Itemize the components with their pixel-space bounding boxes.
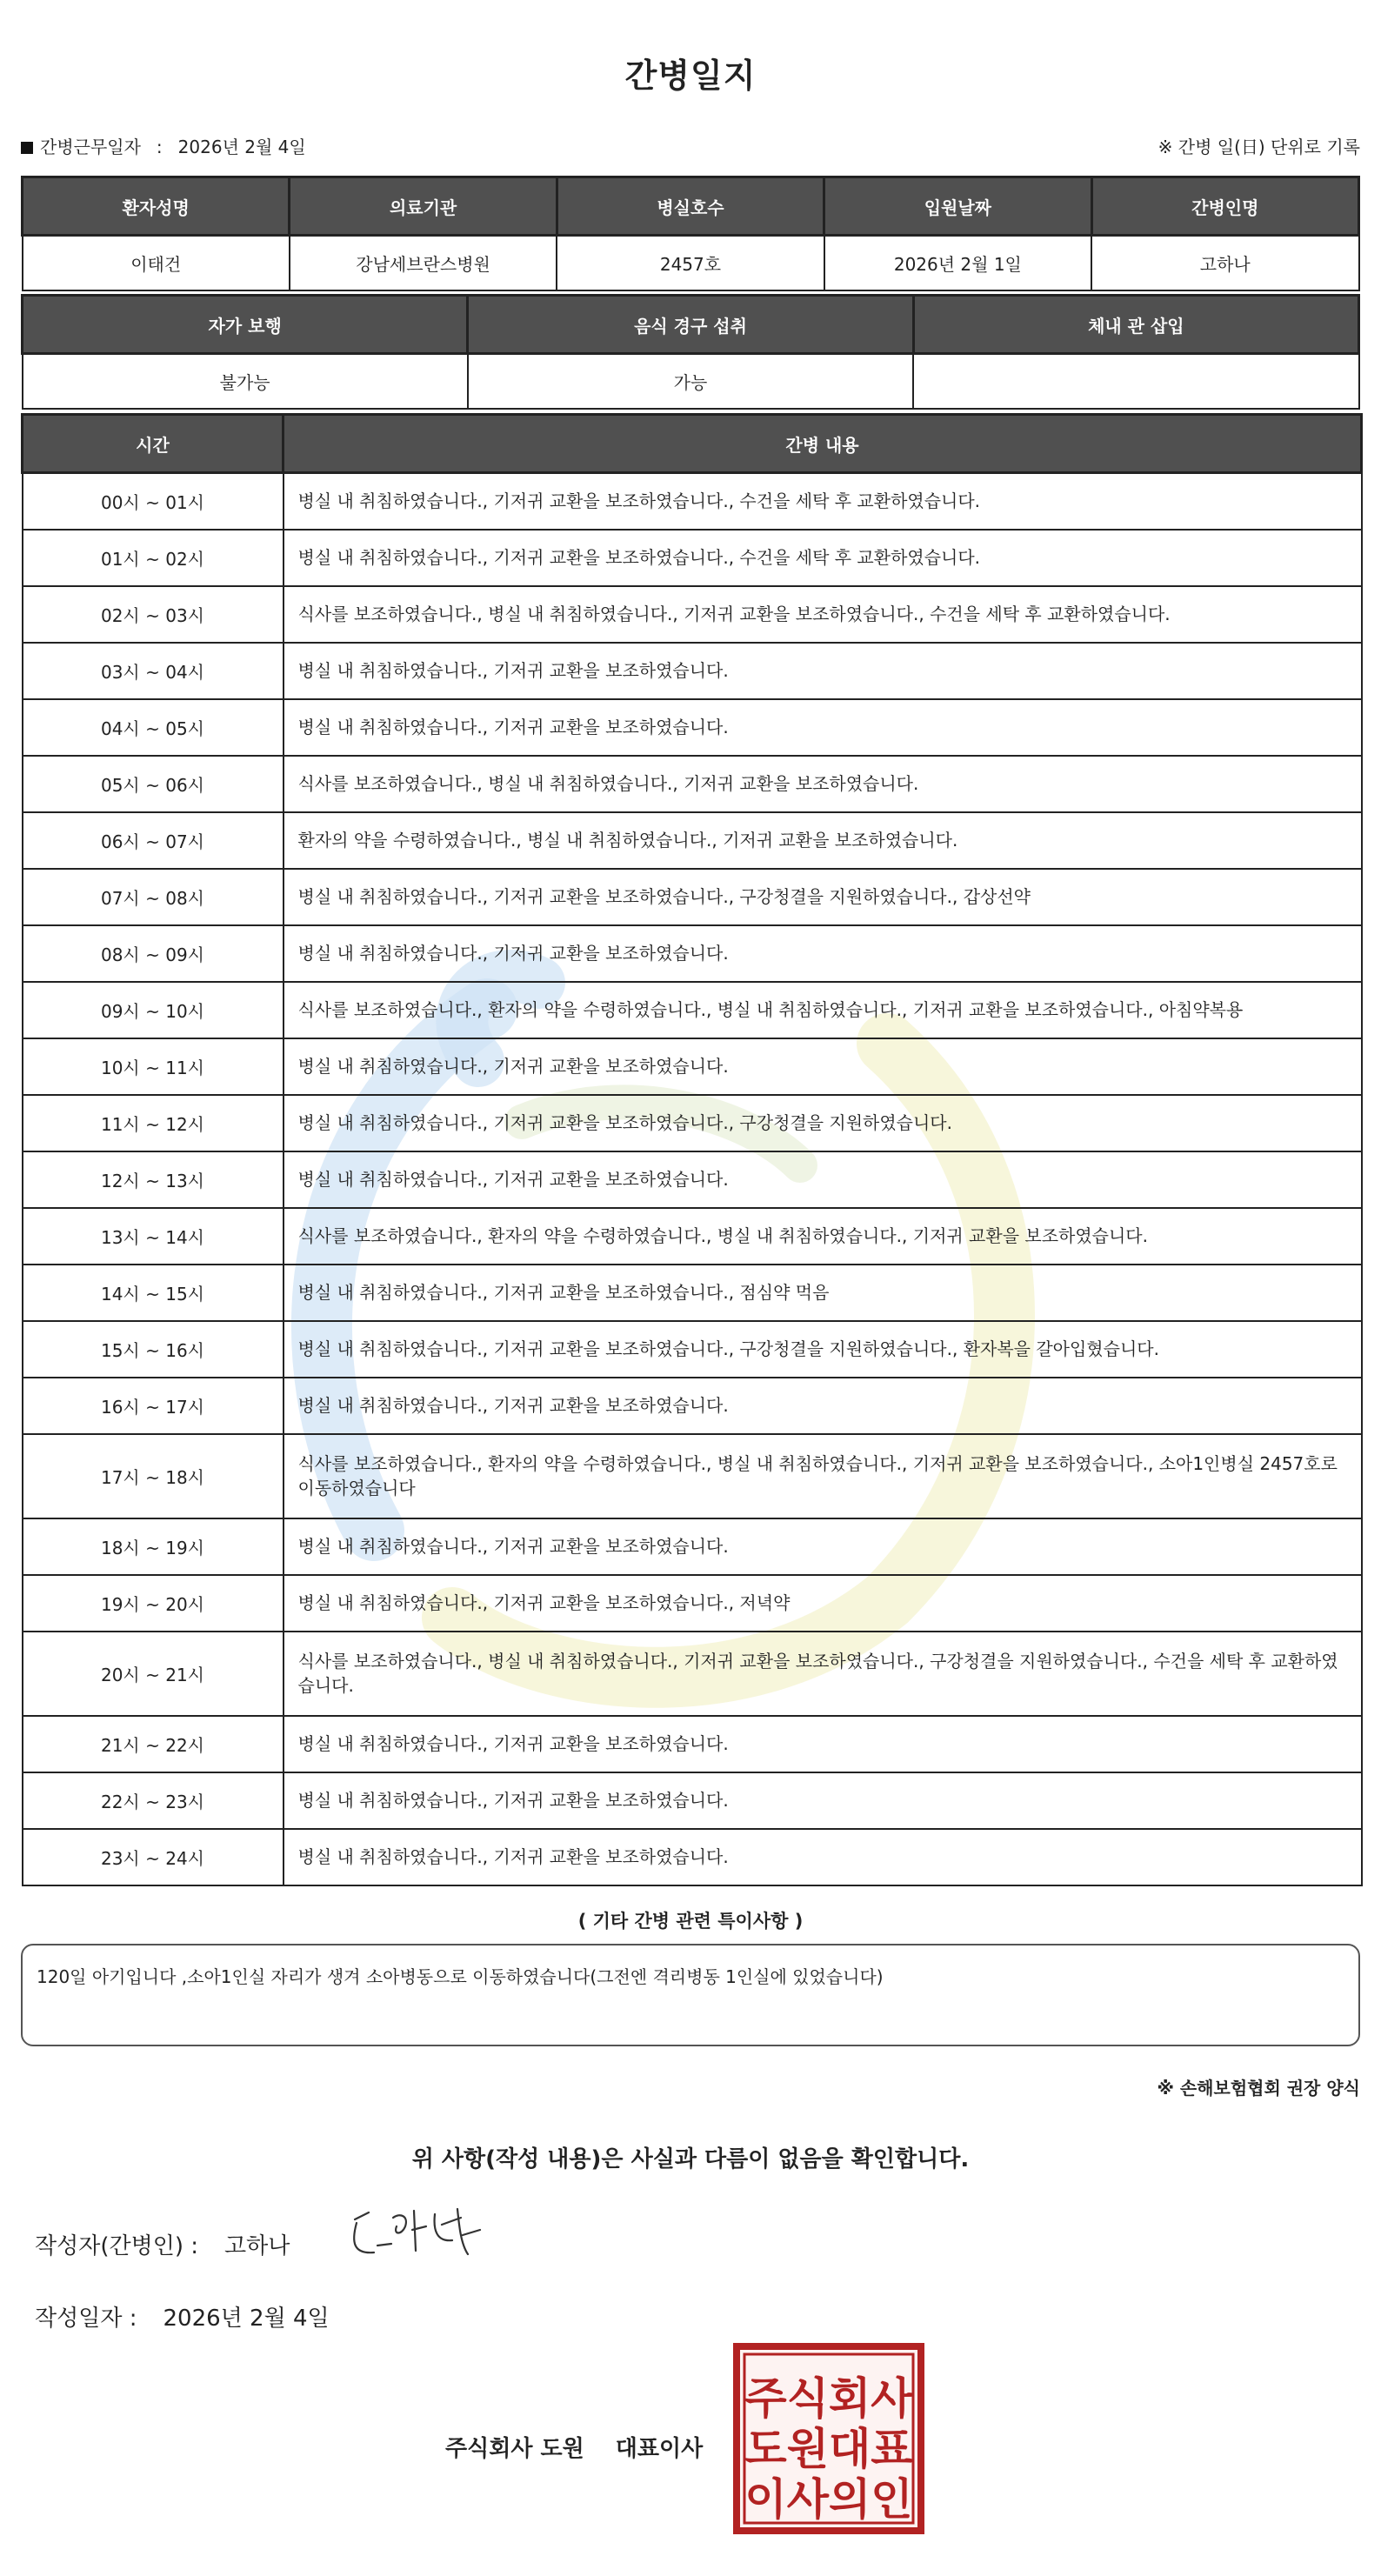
hospital-name: 강남세브란스병원 <box>290 236 557 291</box>
time-cell: 00시 ~ 01시 <box>23 473 284 530</box>
patient-name: 이태건 <box>23 236 290 291</box>
table-row <box>23 1265 1362 1321</box>
time-cell: 20시 ~ 21시 <box>23 1632 284 1716</box>
content-cell: 환자의 약을 수령하였습니다., 병실 내 취침하였습니다., 기저귀 교환을 보조하였습니다. <box>284 812 1362 869</box>
company-name: 주식회사 도원 <box>445 2436 584 2462</box>
written-date-value: 2026년 2월 4일 <box>163 2306 330 2332</box>
time-cell: 19시 ~ 20시 <box>23 1575 284 1632</box>
content-cell: 식사를 보조하였습니다., 환자의 약을 수령하였습니다., 병실 내 취침하였습니다., 기저귀 교환을 보조하였습니다., 소아1인병실 2457호로 이동하였습니다 <box>284 1434 1362 1518</box>
time-cell: 02시 ~ 03시 <box>23 586 284 643</box>
patient-info-table <box>21 176 1360 291</box>
table-row <box>23 1632 1362 1716</box>
table-row <box>23 925 1362 982</box>
unit-note: ※ 간병 일(日) 단위로 기록 <box>1158 137 1360 157</box>
patient-info-header-row <box>23 177 1359 236</box>
special-notes-title: ( 기타 간병 관련 특이사항 ) <box>577 1911 804 1932</box>
table-row <box>23 1208 1362 1265</box>
time-cell: 08시 ~ 09시 <box>23 925 284 982</box>
time-cell: 09시 ~ 10시 <box>23 982 284 1038</box>
content-cell: 식사를 보조하였습니다., 환자의 약을 수령하였습니다., 병실 내 취침하였습니다., 기저귀 교환을 보조하였습니다. <box>284 1208 1362 1265</box>
tube-value <box>913 354 1358 410</box>
header-room: 병실호수 <box>557 177 824 236</box>
content-cell: 병실 내 취침하였습니다., 기저귀 교환을 보조하였습니다. <box>284 1829 1362 1885</box>
time-cell: 12시 ~ 13시 <box>23 1151 284 1208</box>
content-cell: 병실 내 취침하였습니다., 기저귀 교환을 보조하였습니다., 수건을 세탁 후 교환하였습니다. <box>284 530 1362 586</box>
table-row <box>23 1434 1362 1518</box>
content-cell: 병실 내 취침하였습니다., 기저귀 교환을 보조하였습니다., 수건을 세탁 후 교환하였습니다. <box>284 473 1362 530</box>
admission-date: 2026년 2월 1일 <box>824 236 1091 291</box>
writer-line <box>35 2228 290 2260</box>
content-cell: 병실 내 취침하였습니다., 기저귀 교환을 보조하였습니다., 구강청결을 지원하였습니다., 환자복을 갈아입혔습니다. <box>284 1321 1362 1378</box>
written-date-label: 작성일자 : <box>35 2306 137 2332</box>
time-cell: 11시 ~ 12시 <box>23 1095 284 1151</box>
table-row <box>23 1829 1362 1885</box>
content-cell: 병실 내 취침하였습니다., 기저귀 교환을 보조하였습니다. <box>284 1716 1362 1772</box>
meta-row <box>21 133 1360 163</box>
table-row <box>23 982 1362 1038</box>
table-row <box>23 812 1362 869</box>
header-content: 간병 내용 <box>284 415 1362 473</box>
confirm-statement: 위 사항(작성 내용)은 사실과 다름이 없음을 확인합니다. <box>411 2146 970 2172</box>
walking-value: 불가능 <box>23 354 468 410</box>
page-title: 간병일지 <box>624 57 757 95</box>
time-cell: 23시 ~ 24시 <box>23 1829 284 1885</box>
recommend-note: ※ 손해보험협회 권장 양식 <box>1157 2078 1360 2099</box>
patient-status-table <box>21 294 1360 410</box>
content-cell: 병실 내 취침하였습니다., 기저귀 교환을 보조하였습니다. <box>284 1772 1362 1829</box>
time-cell: 17시 ~ 18시 <box>23 1434 284 1518</box>
content-cell: 병실 내 취침하였습니다., 기저귀 교환을 보조하였습니다., 구강청결을 지원하였습니다. <box>284 1095 1362 1151</box>
oral-intake-value: 가능 <box>468 354 913 410</box>
seal-line-2: 도원대표 <box>744 2424 913 2474</box>
time-cell: 14시 ~ 15시 <box>23 1265 284 1321</box>
time-cell: 18시 ~ 19시 <box>23 1518 284 1575</box>
header-tube: 체내 관 삽입 <box>913 296 1358 354</box>
content-cell: 식사를 보조하였습니다., 병실 내 취침하였습니다., 기저귀 교환을 보조하였습니다. <box>284 756 1362 812</box>
care-log-table <box>21 413 1363 1886</box>
caregiver-name: 고하나 <box>1091 236 1358 291</box>
status-value-row <box>23 354 1359 410</box>
content-cell: 병실 내 취침하였습니다., 기저귀 교환을 보조하였습니다. <box>284 1151 1362 1208</box>
status-header-row <box>23 296 1359 354</box>
writer-label: 작성자(간병인) : <box>35 2233 199 2259</box>
table-row <box>23 1518 1362 1575</box>
time-cell: 01시 ~ 02시 <box>23 530 284 586</box>
header-time: 시간 <box>23 415 284 473</box>
work-date-label: 간병근무일자 <box>40 137 141 157</box>
table-row <box>23 1716 1362 1772</box>
content-cell: 병실 내 취침하였습니다., 기저귀 교환을 보조하였습니다. <box>284 643 1362 699</box>
writer-name: 고하나 <box>224 2233 290 2259</box>
table-row <box>23 869 1362 925</box>
time-cell: 16시 ~ 17시 <box>23 1378 284 1434</box>
company-rep: 대표이사 <box>615 2436 704 2462</box>
header-caregiver: 간병인명 <box>1091 177 1358 236</box>
table-row <box>23 643 1362 699</box>
content-cell: 병실 내 취침하였습니다., 기저귀 교환을 보조하였습니다. <box>284 1378 1362 1434</box>
time-cell: 10시 ~ 11시 <box>23 1038 284 1095</box>
work-date <box>21 133 306 158</box>
header-admission-date: 입원날짜 <box>824 177 1091 236</box>
content-cell: 병실 내 취침하였습니다., 기저귀 교환을 보조하였습니다. <box>284 1038 1362 1095</box>
table-row <box>23 756 1362 812</box>
colon: : <box>156 137 163 157</box>
content-cell: 병실 내 취침하였습니다., 기저귀 교환을 보조하였습니다., 저녁약 <box>284 1575 1362 1632</box>
handwritten-signature <box>339 2200 487 2270</box>
content-cell: 식사를 보조하였습니다., 병실 내 취침하였습니다., 기저귀 교환을 보조하였습니다., 수건을 세탁 후 교환하였습니다. <box>284 586 1362 643</box>
table-row <box>23 1038 1362 1095</box>
time-cell: 22시 ~ 23시 <box>23 1772 284 1829</box>
table-row <box>23 1575 1362 1632</box>
content-cell: 병실 내 취침하였습니다., 기저귀 교환을 보조하였습니다., 점심약 먹음 <box>284 1265 1362 1321</box>
content-cell: 식사를 보조하였습니다., 병실 내 취침하였습니다., 기저귀 교환을 보조하였습니다., 구강청결을 지원하였습니다., 수건을 세탁 후 교환하였습니다. <box>284 1632 1362 1716</box>
table-row <box>23 530 1362 586</box>
header-walking: 자가 보행 <box>23 296 468 354</box>
table-row <box>23 1321 1362 1378</box>
header-hospital: 의료기관 <box>290 177 557 236</box>
table-row <box>23 1151 1362 1208</box>
table-row <box>23 1772 1362 1829</box>
header-oral-intake: 음식 경구 섭취 <box>468 296 913 354</box>
work-date-value: 2026년 2월 4일 <box>177 137 306 157</box>
company-seal-stamp <box>732 2342 925 2535</box>
table-row <box>23 586 1362 643</box>
content-cell: 병실 내 취침하였습니다., 기저귀 교환을 보조하였습니다., 구강청결을 지원하였습니다., 갑상선약 <box>284 869 1362 925</box>
time-cell: 06시 ~ 07시 <box>23 812 284 869</box>
table-row <box>23 473 1362 530</box>
table-row <box>23 699 1362 756</box>
content-cell: 병실 내 취침하였습니다., 기저귀 교환을 보조하였습니다. <box>284 925 1362 982</box>
content-cell: 식사를 보조하였습니다., 환자의 약을 수령하였습니다., 병실 내 취침하였습니다., 기저귀 교환을 보조하였습니다., 아침약복용 <box>284 982 1362 1038</box>
time-cell: 03시 ~ 04시 <box>23 643 284 699</box>
time-cell: 07시 ~ 08시 <box>23 869 284 925</box>
table-row <box>23 1095 1362 1151</box>
room-number: 2457호 <box>557 236 824 291</box>
time-cell: 13시 ~ 14시 <box>23 1208 284 1265</box>
time-cell: 15시 ~ 16시 <box>23 1321 284 1378</box>
company-line <box>445 2431 703 2463</box>
special-notes-box: 120일 아기입니다 ,소아1인실 자리가 생겨 소아병동으로 이동하였습니다(그전엔 격리병동 1인실에 있었습니다) <box>21 1944 1360 2046</box>
care-log-header-row <box>23 415 1362 473</box>
seal-line-3: 이사의인 <box>744 2474 913 2525</box>
content-cell: 병실 내 취침하였습니다., 기저귀 교환을 보조하였습니다. <box>284 1518 1362 1575</box>
header-patient-name: 환자성명 <box>23 177 290 236</box>
table-row <box>23 1378 1362 1434</box>
written-date-line <box>35 2300 330 2332</box>
square-bullet-icon <box>21 142 33 154</box>
content-cell: 병실 내 취침하였습니다., 기저귀 교환을 보조하였습니다. <box>284 699 1362 756</box>
time-cell: 21시 ~ 22시 <box>23 1716 284 1772</box>
patient-info-value-row <box>23 236 1359 291</box>
seal-line-1: 주식회사 <box>744 2373 913 2424</box>
time-cell: 04시 ~ 05시 <box>23 699 284 756</box>
time-cell: 05시 ~ 06시 <box>23 756 284 812</box>
